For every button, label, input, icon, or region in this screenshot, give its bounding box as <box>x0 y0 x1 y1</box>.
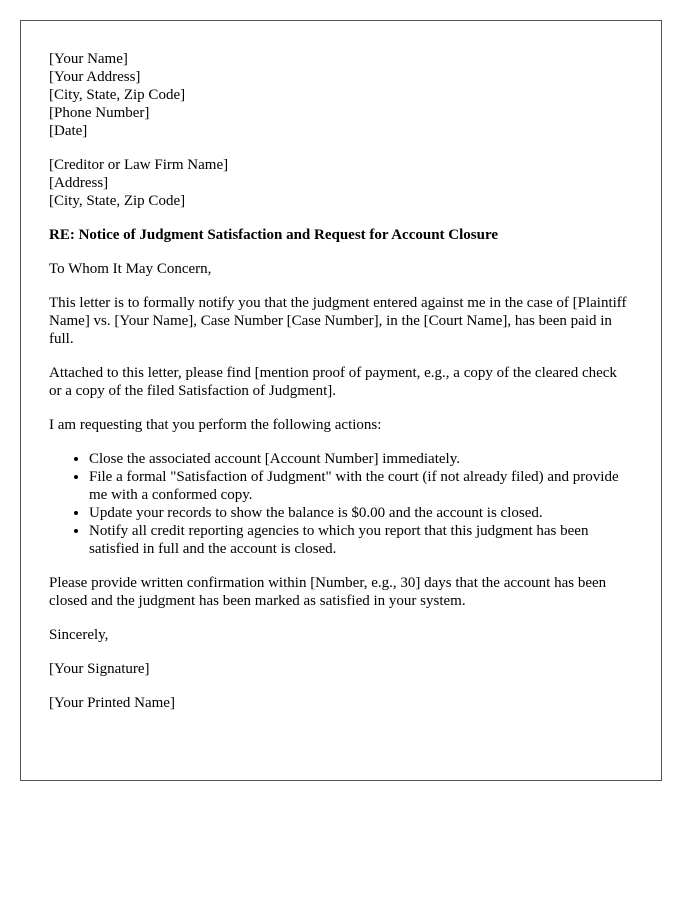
action-item-notify-agencies: • Notify all credit reporting agencies to which you report that this judgment has been satisfied in full and the account is closed. <box>89 522 633 558</box>
body-paragraph-attachment: Attached to this letter, please find [mention proof of payment, e.g., a copy of the cleared check or a copy of the filed Satisfaction of Judgment]. <box>49 365 617 399</box>
closing: Sincerely, <box>49 627 109 643</box>
body-paragraph-request: I am requesting that you perform the following actions: <box>49 417 382 433</box>
recipient-name: [Creditor or Law Firm Name] <box>49 157 229 173</box>
sender-name: [Your Name] <box>49 51 128 67</box>
sender-block <box>49 50 633 140</box>
sender-phone: [Phone Number] <box>49 105 150 121</box>
letter-page <box>20 20 662 781</box>
signature-placeholder: [Your Signature] <box>49 661 150 677</box>
recipient-address: [Address] <box>49 175 109 191</box>
sender-address: [Your Address] <box>49 69 141 85</box>
subject-line: RE: Notice of Judgment Satisfaction and Request for Account Closure <box>49 227 499 243</box>
action-list <box>49 450 633 558</box>
body-paragraph-confirmation: Please provide written confirmation within [Number, e.g., 30] days that the account has been closed and the judgment has been marked as satisfied in your system. <box>49 575 607 609</box>
action-item-close-account: • Close the associated account [Account Number] immediately. <box>89 450 633 468</box>
recipient-city-state-zip: [City, State, Zip Code] <box>49 193 186 209</box>
action-item-file-satisfaction: • File a formal "Satisfaction of Judgment" with the court (if not already filed) and provide me with a conformed copy. <box>89 468 633 504</box>
salutation: To Whom It May Concern, <box>49 261 212 277</box>
recipient-block <box>49 156 633 210</box>
printed-name: [Your Printed Name] <box>49 695 175 711</box>
letter-date: [Date] <box>49 123 88 139</box>
action-item-update-records: • Update your records to show the balance is $0.00 and the account is closed. <box>89 504 633 522</box>
sender-city-state-zip: [City, State, Zip Code] <box>49 87 186 103</box>
body-paragraph-notification: This letter is to formally notify you that the judgment entered against me in the case of [Plaintiff Name] vs. [Your Name], Case Number [Case Number], in the [Court Name], has been paid in full. <box>49 295 627 347</box>
